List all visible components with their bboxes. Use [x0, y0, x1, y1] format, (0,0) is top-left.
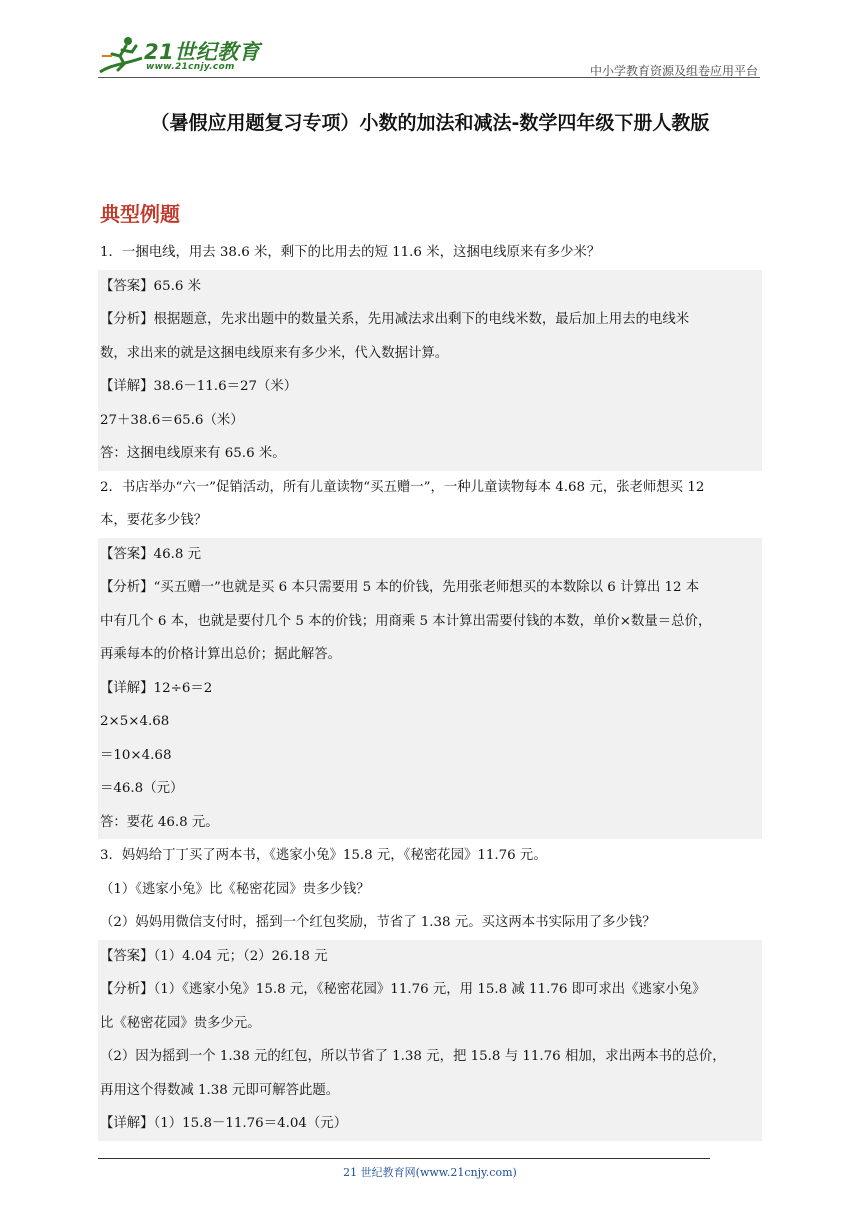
page-header — [98, 30, 758, 80]
footer-link[interactable]: 21 世纪教育网(www.21cnjy.com) — [343, 1166, 517, 1179]
question-3-sub-1: （1）《逃家小兔》比《秘密花园》贵多少钱？ — [100, 881, 370, 897]
document-title: （暑假应用题复习专项）小数的加法和减法-数学四年级下册人教版 — [150, 112, 710, 134]
platform-label: 中小学教育资源及组卷应用平台 — [589, 64, 758, 78]
detail-1-line-3: 答：这捆电线原来有 65.6 米。 — [100, 446, 286, 461]
analysis-1-line-2: 数，求出来的就是这捆电线原来有多少米，代入数据计算。 — [100, 345, 449, 361]
question-2-line-2: 本，要花多少钱？ — [100, 513, 208, 528]
logo-url: www.21cnjy.com — [146, 62, 235, 72]
question-1: 1．一捆电线，用去 38.6 米，剩下的比用去的短 11.6 米，这捆电线原来有多少米？ — [100, 245, 601, 260]
analysis-3-line-3: （2）因为摇到一个 1.38 元的红包，所以节省了 1.38 元，把 15.8 与 11.76 相加，求出两本书的总价， — [100, 1049, 726, 1064]
detail-2-line-2: 2×5×4.68 — [100, 714, 170, 729]
analysis-2-line-2: 中有几个 6 本，也就是要付几个 5 本的价钱；用商乘 5 本计算出需要付钱的本数，单价×数量＝总价， — [100, 613, 712, 629]
questions-content — [98, 236, 762, 1141]
analysis-3-line-2: 比《秘密花园》贵多少元。 — [100, 1015, 261, 1031]
solution-2 — [98, 538, 762, 840]
detail-1-line-1: 【详解】38.6－11.6＝27（米） — [100, 379, 298, 394]
question-2-line-1: 2．书店举办“六一”促销活动，所有儿童读物“买五赠一”，一种儿童读物每本 4.68 元，张老师想买 12 — [100, 479, 705, 495]
answer-2: 【答案】46.8 元 — [100, 546, 202, 562]
answer-3: 【答案】（1）4.04 元；（2）26.18 元 — [100, 948, 328, 964]
logo-text: 21世纪教育 — [144, 40, 261, 64]
analysis-1-line-1: 【分析】根据题意，先求出题中的数量关系，先用减法求出剩下的电线米数，最后加上用去的电线米 — [100, 312, 690, 327]
detail-2-line-1: 【详解】12÷6＝2 — [100, 680, 213, 696]
section-heading: 典型例题 — [100, 202, 180, 226]
site-logo[interactable] — [98, 34, 268, 78]
solution-3 — [98, 940, 762, 1141]
detail-2-line-4: ＝46.8（元） — [100, 781, 184, 796]
detail-2-line-5: 答：要花 46.8 元。 — [100, 814, 219, 830]
analysis-3-line-1: 【分析】（1）《逃家小兔》15.8 元，《秘密花园》11.76 元，用 15.8 减 11.76 即可求出《逃家小兔》 — [100, 982, 706, 997]
footer-divider — [98, 1158, 710, 1159]
analysis-2-line-3: 再乘每本的价格计算出总价；据此解答。 — [100, 647, 342, 662]
analysis-2-line-1: 【分析】“买五赠一”也就是买 6 本只需要用 5 本的价钱，先用张老师想买的本数除以 6 计算出 12 本 — [100, 580, 700, 595]
question-3: 3．妈妈给丁丁买了两本书，《逃家小兔》15.8 元，《秘密花园》11.76 元。 — [100, 848, 547, 863]
solution-1 — [98, 270, 762, 471]
detail-3-line-1: 【详解】（1）15.8－11.76＝4.04（元） — [100, 1116, 348, 1131]
detail-2-line-3: ＝10×4.68 — [100, 747, 172, 763]
detail-1-line-2: 27＋38.6＝65.6（米） — [100, 412, 244, 428]
analysis-3-line-4: 再用这个得数减 1.38 元即可解答此题。 — [100, 1082, 340, 1098]
question-3-sub-2: （2）妈妈用微信支付时，摇到一个红包奖励，节省了 1.38 元。买这两本书实际用了多少钱？ — [100, 915, 656, 930]
answer-1: 【答案】65.6 米 — [100, 278, 202, 294]
header-divider — [98, 77, 760, 78]
runner-logo-icon — [98, 34, 144, 78]
